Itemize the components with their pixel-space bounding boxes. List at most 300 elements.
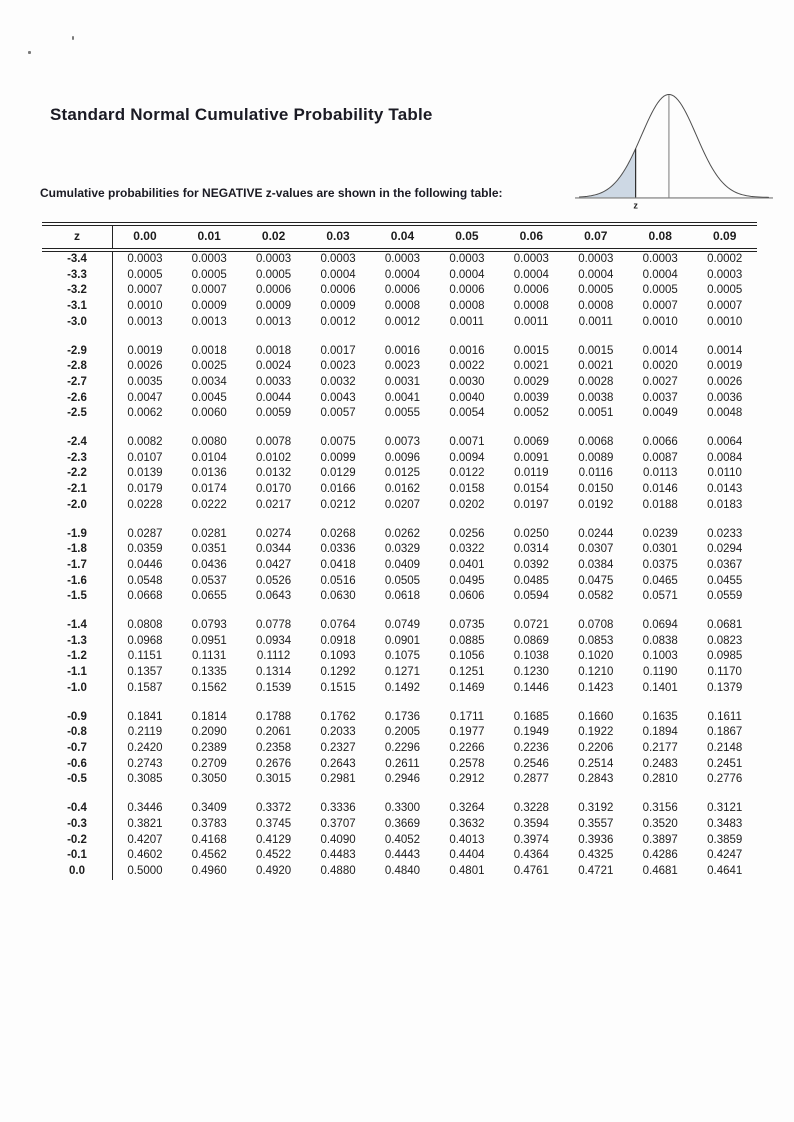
spacer-cell [42, 331, 113, 344]
probability-cell: 0.0606 [449, 590, 485, 603]
row-label-z: -2.1 [42, 482, 113, 498]
spacer-cell [113, 697, 758, 710]
probability-cell: 0.0113 [643, 467, 678, 480]
table-row [42, 558, 757, 574]
probability-cell: 0.1446 [513, 681, 549, 694]
probability-cell: 0.0009 [191, 300, 227, 313]
probability-cell: 0.1401 [642, 681, 678, 694]
probability-cell: 0.1112 [256, 650, 291, 663]
probability-cell: 0.0049 [642, 407, 678, 420]
probability-cell: 0.0344 [256, 543, 292, 556]
probability-cell: 0.0010 [642, 315, 678, 328]
probability-cell: 0.4602 [127, 849, 163, 862]
probability-cell: 0.3050 [191, 773, 227, 786]
probability-cell: 0.1075 [384, 650, 421, 663]
probability-cell: 0.4562 [191, 849, 227, 862]
z-table-header [42, 224, 757, 250]
probability-cell: 0.4801 [449, 864, 485, 877]
group-spacer [42, 788, 757, 801]
probability-cell: 0.0027 [642, 375, 678, 388]
probability-cell: 0.0212 [320, 498, 356, 511]
probability-cell: 0.2643 [320, 757, 356, 770]
probability-cell: 0.2514 [578, 757, 614, 770]
probability-cell: 0.0125 [384, 467, 421, 480]
probability-cell: 0.0022 [449, 360, 485, 373]
probability-cell: 0.2206 [578, 741, 614, 754]
probability-cell: 0.0119 [514, 467, 549, 480]
probability-cell: 0.1314 [256, 666, 292, 679]
row-label-z: -2.3 [42, 451, 113, 467]
probability-cell: 0.0006 [320, 284, 356, 297]
probability-cell: 0.1093 [320, 650, 356, 663]
row-label-z: -2.0 [42, 498, 113, 514]
table-row [42, 299, 757, 315]
probability-cell: 0.0073 [384, 436, 421, 449]
probability-cell: 0.0294 [707, 543, 743, 556]
probability-cell: 0.3557 [578, 817, 614, 830]
z-table [42, 222, 757, 880]
group-spacer [42, 331, 757, 344]
probability-cell: 0.0003 [513, 253, 549, 265]
probability-cell: 0.0375 [642, 558, 678, 571]
probability-cell: 0.0084 [707, 451, 743, 464]
group-spacer [42, 605, 757, 618]
row-label-z: -1.5 [42, 589, 113, 605]
probability-cell: 0.0096 [384, 451, 421, 464]
probability-cell: 0.1539 [256, 681, 292, 694]
probability-cell: 0.0007 [127, 284, 163, 297]
row-label-z: -0.4 [42, 801, 113, 817]
probability-cell: 0.0052 [513, 407, 549, 420]
probability-cell: 0.3085 [127, 773, 163, 786]
probability-cell: 0.1038 [513, 650, 549, 663]
row-label-z: -3.2 [42, 283, 113, 299]
probability-cell: 0.3936 [578, 833, 614, 846]
normal-curve-diagram [573, 83, 775, 217]
probability-cell: 0.0007 [191, 284, 227, 297]
probability-cell: 0.1977 [449, 726, 485, 739]
row-label-z: -3.1 [42, 299, 113, 315]
scan-speckle [28, 51, 31, 54]
row-label-z: -0.8 [42, 725, 113, 741]
probability-cell: 0.0239 [642, 527, 678, 540]
probability-cell: 0.0012 [320, 315, 356, 328]
probability-cell: 0.3520 [642, 817, 678, 830]
spacer-cell [42, 788, 113, 801]
col-header: 0.01 [177, 224, 241, 250]
probability-cell: 0.2148 [707, 741, 743, 754]
probability-cell: 0.0244 [578, 527, 614, 540]
probability-cell: 0.0392 [513, 558, 549, 571]
probability-cell: 0.3015 [256, 773, 292, 786]
probability-cell: 0.0036 [707, 391, 743, 404]
probability-cell: 0.0012 [384, 315, 421, 328]
probability-cell: 0.0035 [127, 375, 163, 388]
probability-cell: 0.0384 [578, 558, 614, 571]
row-label-z: -2.2 [42, 466, 113, 482]
probability-cell: 0.2843 [578, 773, 614, 786]
table-row [42, 435, 757, 451]
probability-cell: 0.0197 [513, 498, 549, 511]
probability-cell: 0.0039 [513, 391, 549, 404]
probability-cell: 0.2611 [385, 757, 420, 770]
probability-cell: 0.0054 [449, 407, 485, 420]
probability-cell: 0.0885 [449, 634, 485, 647]
probability-cell: 0.1736 [384, 710, 421, 723]
probability-cell: 0.0102 [256, 451, 292, 464]
probability-cell: 0.2451 [707, 757, 743, 770]
probability-cell: 0.0934 [256, 634, 292, 647]
probability-cell: 0.0014 [707, 344, 743, 357]
probability-cell: 0.0006 [384, 284, 421, 297]
probability-cell: 0.4052 [384, 833, 421, 846]
table-row [42, 406, 757, 422]
probability-cell: 0.2090 [191, 726, 227, 739]
probability-cell: 0.0029 [513, 375, 549, 388]
probability-cell: 0.2743 [127, 757, 163, 770]
probability-cell: 0.1190 [643, 666, 678, 679]
probability-cell: 0.0026 [707, 375, 743, 388]
probability-cell: 0.0040 [449, 391, 485, 404]
probability-cell: 0.2578 [449, 757, 485, 770]
probability-cell: 0.0025 [191, 360, 227, 373]
probability-cell: 0.0655 [191, 590, 227, 603]
spacer-cell [113, 514, 758, 527]
probability-cell: 0.0011 [514, 315, 549, 328]
probability-cell: 0.2877 [513, 773, 549, 786]
probability-cell: 0.0037 [642, 391, 678, 404]
col-header: 0.09 [692, 224, 757, 250]
probability-cell: 0.0003 [642, 253, 678, 265]
probability-cell: 0.3264 [449, 802, 485, 815]
table-row [42, 359, 757, 375]
probability-cell: 0.0104 [191, 451, 227, 464]
probability-cell: 0.4681 [642, 864, 678, 877]
probability-cell: 0.0021 [578, 360, 614, 373]
table-row [42, 375, 757, 391]
probability-cell: 0.1170 [707, 666, 742, 679]
table-caption: Cumulative probabilities for NEGATIVE z-values are shown in the following table: [40, 186, 503, 200]
probability-cell: 0.0409 [384, 558, 421, 571]
probability-cell: 0.0367 [707, 558, 743, 571]
probability-cell: 0.0004 [578, 268, 614, 281]
probability-cell: 0.0023 [384, 360, 421, 373]
probability-cell: 0.1949 [513, 726, 549, 739]
probability-cell: 0.0735 [449, 619, 485, 632]
probability-cell: 0.0166 [320, 483, 356, 496]
probability-cell: 0.4920 [256, 864, 292, 877]
table-row [42, 344, 757, 360]
probability-cell: 0.0951 [191, 634, 227, 647]
probability-cell: 0.3121 [707, 802, 743, 815]
probability-cell: 0.0087 [642, 451, 678, 464]
probability-cell: 0.0064 [707, 436, 743, 449]
spacer-cell [42, 697, 113, 710]
normal-curve [573, 83, 775, 217]
probability-cell: 0.0019 [127, 344, 163, 357]
probability-cell: 0.0274 [256, 527, 292, 540]
probability-cell: 0.3336 [320, 802, 356, 815]
row-label-z: -2.9 [42, 344, 113, 360]
probability-cell: 0.4960 [191, 864, 227, 877]
probability-cell: 0.0014 [642, 344, 678, 357]
row-label-z: -1.6 [42, 574, 113, 590]
probability-cell: 0.0078 [256, 436, 292, 449]
probability-cell: 0.1271 [384, 666, 421, 679]
row-label-z: -0.1 [42, 848, 113, 864]
probability-cell: 0.3669 [384, 817, 421, 830]
probability-cell: 0.0066 [642, 436, 678, 449]
row-label-z: -1.7 [42, 558, 113, 574]
col-header: 0.06 [499, 224, 563, 250]
probability-cell: 0.0778 [256, 619, 292, 632]
table-row [42, 498, 757, 514]
probability-cell: 0.2676 [256, 757, 292, 770]
probability-cell: 0.0005 [191, 268, 227, 281]
probability-cell: 0.4168 [191, 833, 227, 846]
probability-cell: 0.0401 [449, 558, 485, 571]
probability-cell: 0.0013 [127, 315, 163, 328]
probability-cell: 0.0150 [578, 483, 614, 496]
probability-cell: 0.0162 [384, 483, 421, 496]
probability-cell: 0.0060 [191, 407, 227, 420]
probability-cell: 0.0044 [256, 391, 292, 404]
probability-cell: 0.0188 [642, 498, 678, 511]
probability-cell: 0.1711 [449, 710, 485, 723]
probability-cell: 0.3446 [127, 802, 163, 815]
probability-cell: 0.0708 [578, 619, 614, 632]
probability-cell: 0.0003 [320, 253, 356, 265]
row-label-z: -1.8 [42, 542, 113, 558]
probability-cell: 0.0668 [127, 590, 163, 603]
probability-cell: 0.3707 [320, 817, 356, 830]
scan-speckle [72, 36, 74, 40]
probability-cell: 0.0043 [320, 391, 356, 404]
header-row [42, 224, 757, 250]
probability-cell: 0.0107 [127, 451, 163, 464]
probability-cell: 0.0158 [449, 483, 485, 496]
row-label-z: -3.4 [42, 250, 113, 268]
probability-cell: 0.0011 [578, 315, 613, 328]
probability-cell: 0.0122 [449, 467, 485, 480]
probability-cell: 0.0571 [642, 590, 678, 603]
page-title: Standard Normal Cumulative Probability Table [50, 105, 433, 124]
probability-cell: 0.0015 [578, 344, 614, 357]
probability-cell: 0.0013 [256, 315, 292, 328]
probability-cell: 0.0630 [320, 590, 356, 603]
probability-cell: 0.0329 [384, 543, 421, 556]
probability-cell: 0.0132 [256, 467, 292, 480]
col-header: 0.05 [435, 224, 499, 250]
probability-cell: 0.0004 [642, 268, 678, 281]
table-row [42, 848, 757, 864]
table-row [42, 833, 757, 849]
probability-cell: 0.0082 [127, 436, 163, 449]
probability-cell: 0.0018 [256, 344, 292, 357]
row-label-z: -0.3 [42, 817, 113, 833]
row-label-z: -2.7 [42, 375, 113, 391]
row-label-z: -0.6 [42, 757, 113, 773]
probability-cell: 0.0015 [513, 344, 549, 357]
probability-cell: 0.0526 [256, 574, 292, 587]
probability-cell: 0.0228 [127, 498, 163, 511]
probability-cell: 0.0217 [256, 498, 292, 511]
probability-cell: 0.1379 [707, 681, 743, 694]
probability-cell: 0.0808 [127, 619, 163, 632]
probability-cell: 0.0041 [384, 391, 421, 404]
table-row [42, 268, 757, 284]
probability-cell: 0.4364 [513, 849, 549, 862]
probability-cell: 0.0004 [384, 268, 421, 281]
probability-cell: 0.2005 [384, 726, 421, 739]
probability-cell: 0.0307 [578, 543, 614, 556]
probability-cell: 0.1357 [127, 666, 163, 679]
probability-cell: 0.0174 [191, 483, 227, 496]
probability-cell: 0.0020 [642, 360, 678, 373]
table-row [42, 451, 757, 467]
probability-cell: 0.2420 [127, 741, 163, 754]
probability-cell: 0.4840 [384, 864, 421, 877]
probability-cell: 0.0016 [384, 344, 421, 357]
table-row [42, 681, 757, 697]
probability-cell: 0.0045 [191, 391, 227, 404]
row-label-z: -0.5 [42, 772, 113, 788]
probability-cell: 0.1685 [513, 710, 549, 723]
probability-cell: 0.0681 [707, 619, 743, 632]
probability-cell: 0.0009 [256, 300, 292, 313]
probability-cell: 0.4483 [320, 849, 356, 862]
probability-cell: 0.4129 [256, 833, 292, 846]
probability-cell: 0.0059 [256, 407, 292, 420]
spacer-cell [113, 422, 758, 435]
probability-cell: 0.4880 [320, 864, 356, 877]
table-row [42, 864, 757, 880]
spacer-cell [113, 605, 758, 618]
probability-cell: 0.0005 [578, 284, 614, 297]
probability-cell: 0.0475 [578, 574, 614, 587]
probability-cell: 0.0008 [578, 300, 614, 313]
probability-cell: 0.0047 [127, 391, 163, 404]
probability-cell: 0.0154 [513, 483, 549, 496]
probability-cell: 0.4325 [578, 849, 614, 862]
probability-cell: 0.0089 [578, 451, 614, 464]
probability-cell: 0.1814 [191, 710, 227, 723]
table-row [42, 283, 757, 299]
probability-cell: 0.0051 [578, 407, 614, 420]
probability-cell: 0.0427 [256, 558, 292, 571]
probability-cell: 0.2177 [642, 741, 678, 754]
probability-cell: 0.0004 [513, 268, 549, 281]
probability-cell: 0.0129 [320, 467, 356, 480]
table-row [42, 589, 757, 605]
probability-cell: 0.1056 [449, 650, 485, 663]
group-spacer [42, 422, 757, 435]
probability-cell: 0.1611 [707, 710, 742, 723]
probability-cell: 0.0033 [256, 375, 292, 388]
probability-cell: 0.1635 [642, 710, 678, 723]
probability-cell: 0.2776 [707, 773, 743, 786]
probability-cell: 0.0071 [449, 436, 485, 449]
probability-cell: 0.0537 [191, 574, 227, 587]
probability-cell: 0.0005 [707, 284, 743, 297]
probability-cell: 0.0192 [578, 498, 614, 511]
probability-cell: 0.0823 [707, 634, 743, 647]
probability-cell: 0.0068 [578, 436, 614, 449]
probability-cell: 0.0143 [707, 483, 743, 496]
probability-cell: 0.3821 [127, 817, 163, 830]
spacer-cell [42, 422, 113, 435]
row-label-z: -1.2 [42, 649, 113, 665]
col-header: 0.02 [241, 224, 305, 250]
probability-cell: 0.0268 [320, 527, 356, 540]
probability-cell: 0.3409 [191, 802, 227, 815]
probability-cell: 0.0968 [127, 634, 163, 647]
probability-cell: 0.0028 [578, 375, 614, 388]
probability-cell: 0.0207 [384, 498, 421, 511]
probability-cell: 0.0003 [449, 253, 485, 265]
probability-cell: 0.4443 [384, 849, 421, 862]
probability-cell: 0.1335 [191, 666, 227, 679]
probability-cell: 0.0110 [707, 467, 742, 480]
probability-cell: 0.0505 [384, 574, 421, 587]
spacer-cell [113, 331, 758, 344]
probability-cell: 0.0038 [578, 391, 614, 404]
probability-cell: 0.3974 [513, 833, 549, 846]
table-row [42, 710, 757, 726]
probability-cell: 0.0007 [642, 300, 678, 313]
probability-cell: 0.0003 [191, 253, 227, 265]
probability-cell: 0.1922 [578, 726, 614, 739]
probability-cell: 0.2061 [256, 726, 292, 739]
col-header: 0.04 [370, 224, 434, 250]
shaded-left-tail-area [579, 149, 636, 198]
probability-cell: 0.0322 [449, 543, 485, 556]
probability-cell: 0.3300 [384, 802, 421, 815]
spacer-cell [42, 605, 113, 618]
row-label-z: -0.9 [42, 710, 113, 726]
probability-cell: 0.0222 [191, 498, 227, 511]
probability-cell: 0.0170 [256, 483, 292, 496]
probability-cell: 0.0010 [127, 300, 163, 313]
row-label-z: -3.0 [42, 315, 113, 331]
probability-cell: 0.1788 [256, 710, 292, 723]
probability-cell: 0.0010 [707, 315, 743, 328]
probability-cell: 0.0018 [191, 344, 227, 357]
probability-cell: 0.0075 [320, 436, 356, 449]
probability-cell: 0.4013 [449, 833, 485, 846]
row-label-z: 0.0 [42, 864, 113, 880]
probability-cell: 0.0007 [707, 300, 743, 313]
probability-cell: 0.1587 [127, 681, 163, 694]
row-label-z: -2.5 [42, 406, 113, 422]
probability-cell: 0.0021 [513, 360, 549, 373]
table-row [42, 618, 757, 634]
probability-cell: 0.0179 [127, 483, 163, 496]
probability-cell: 0.0436 [191, 558, 227, 571]
probability-cell: 0.0080 [191, 436, 227, 449]
probability-cell: 0.3859 [707, 833, 743, 846]
probability-cell: 0.1469 [449, 681, 485, 694]
probability-cell: 0.0838 [642, 634, 678, 647]
probability-cell: 0.1020 [578, 650, 614, 663]
probability-cell: 0.0764 [320, 619, 356, 632]
probability-cell: 0.1251 [449, 666, 485, 679]
probability-cell: 0.1841 [127, 710, 163, 723]
probability-cell: 0.0048 [707, 407, 743, 420]
probability-cell: 0.0003 [707, 268, 743, 281]
table-row [42, 542, 757, 558]
probability-cell: 0.0008 [513, 300, 549, 313]
